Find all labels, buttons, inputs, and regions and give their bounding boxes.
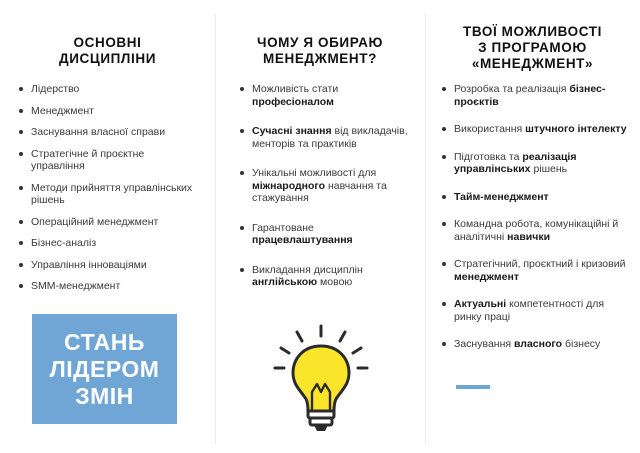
core-disciplines-heading [0, 35, 215, 67]
core-disciplines-column [0, 0, 215, 453]
heading-line: ЧОМУ Я ОБИРАЮ [256, 35, 384, 51]
accent-bar [456, 385, 490, 389]
list-item: Унікальні можливості для міжнародного навчання та стажування [239, 167, 409, 205]
why-management-heading [215, 35, 425, 67]
heading-line: «МЕНЕДЖМЕНТ» [471, 56, 594, 72]
opportunities-list [441, 83, 631, 366]
list-item: Викладання дисциплін англійською мовою [239, 264, 409, 289]
heading-line: ДИСЦИПЛІНИ [58, 51, 156, 67]
list-item: Сучасні знання від викладачів, менторів та практиків [239, 125, 409, 150]
list-item: Стратегічне й проєктне управління [18, 148, 198, 173]
cta-line: ЛІДЕРОМ [49, 355, 160, 382]
list-item: Менеджмент [18, 105, 198, 118]
list-item: Командна робота, комунікаційні й аналітичні навички [441, 218, 631, 243]
heading-line: ТВОЇ МОЖЛИВОСТІ [463, 24, 602, 40]
list-item: Можливість стати професіоналом [239, 83, 409, 108]
list-item: Підготовка та реалізація управлінських рішень [441, 151, 631, 176]
list-item: Актуальні компетентності для ринку праці [441, 298, 631, 323]
cta-banner [32, 314, 177, 424]
list-item: Тайм-менеджмент [441, 191, 631, 204]
why-management-list [239, 83, 409, 306]
heading-line: З ПРОГРАМОЮ [478, 40, 587, 56]
why-management-column [215, 0, 425, 453]
list-item: Бізнес-аналіз [18, 237, 198, 250]
list-item: Операційний менеджмент [18, 216, 198, 229]
heading-line: МЕНЕДЖМЕНТ? [263, 51, 377, 67]
lightbulb-icon [261, 320, 381, 440]
list-item: Лідерство [18, 83, 198, 96]
opportunities-column [425, 0, 640, 453]
opportunities-heading [425, 24, 640, 72]
list-item: Заснування власної справи [18, 126, 198, 139]
list-item: Методи прийняття управлінських рішень [18, 182, 198, 207]
core-disciplines-list [18, 83, 198, 302]
list-item: SMM-менеджмент [18, 280, 198, 293]
list-item: Використання штучного інтелекту [441, 123, 631, 136]
cta-line: ЗМІН [75, 382, 134, 409]
list-item: Управління інноваціями [18, 259, 198, 272]
list-item: Стратегічний, проєктний і кризовий менеджмент [441, 258, 631, 283]
list-item: Гарантоване працевлаштування [239, 222, 409, 247]
heading-line: ОСНОВНІ [73, 35, 142, 51]
list-item: Заснування власного бізнесу [441, 338, 631, 351]
cta-line: СТАНЬ [64, 328, 145, 355]
list-item: Розробка та реалізація бізнес-проєктів [441, 83, 631, 108]
